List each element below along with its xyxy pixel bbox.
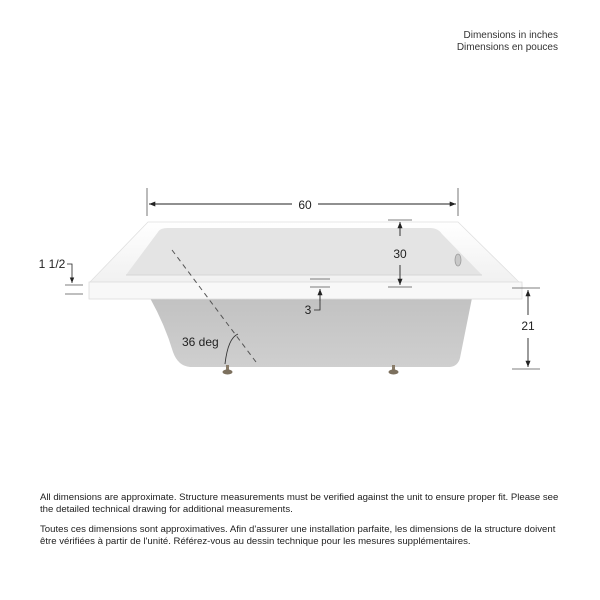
dim-height: 21 xyxy=(521,319,535,333)
dim-backrest-angle: 36 deg xyxy=(182,335,219,349)
dim-width: 30 xyxy=(393,247,407,261)
dim-apron-offset: 3 xyxy=(304,303,312,317)
overflow-drain xyxy=(455,254,461,266)
disclaimer-en: All dimensions are approximate. Structure measurements must be verified against the unit to ensure proper fit. Please see the detailed technical drawing for additional measurements. xyxy=(40,492,559,515)
tub-basin xyxy=(126,228,482,275)
units-fr: Dimensions en pouces xyxy=(456,42,558,53)
tub-rim-edge xyxy=(89,282,522,299)
units-en: Dimensions in inches xyxy=(463,30,558,41)
dim-length: 60 xyxy=(298,198,312,212)
dim-rim-thickness: 1 1/2 xyxy=(38,257,66,271)
disclaimer-notes xyxy=(40,492,570,556)
disclaimer-fr: Toutes ces dimensions sont approximatives. Afin d'assurer une installation parfaite, les dimensions de la structure doivent être vérifiées à partir de l'unité. Référez-vous au dessin technique pour les mesures supplémentaires. xyxy=(40,524,556,547)
